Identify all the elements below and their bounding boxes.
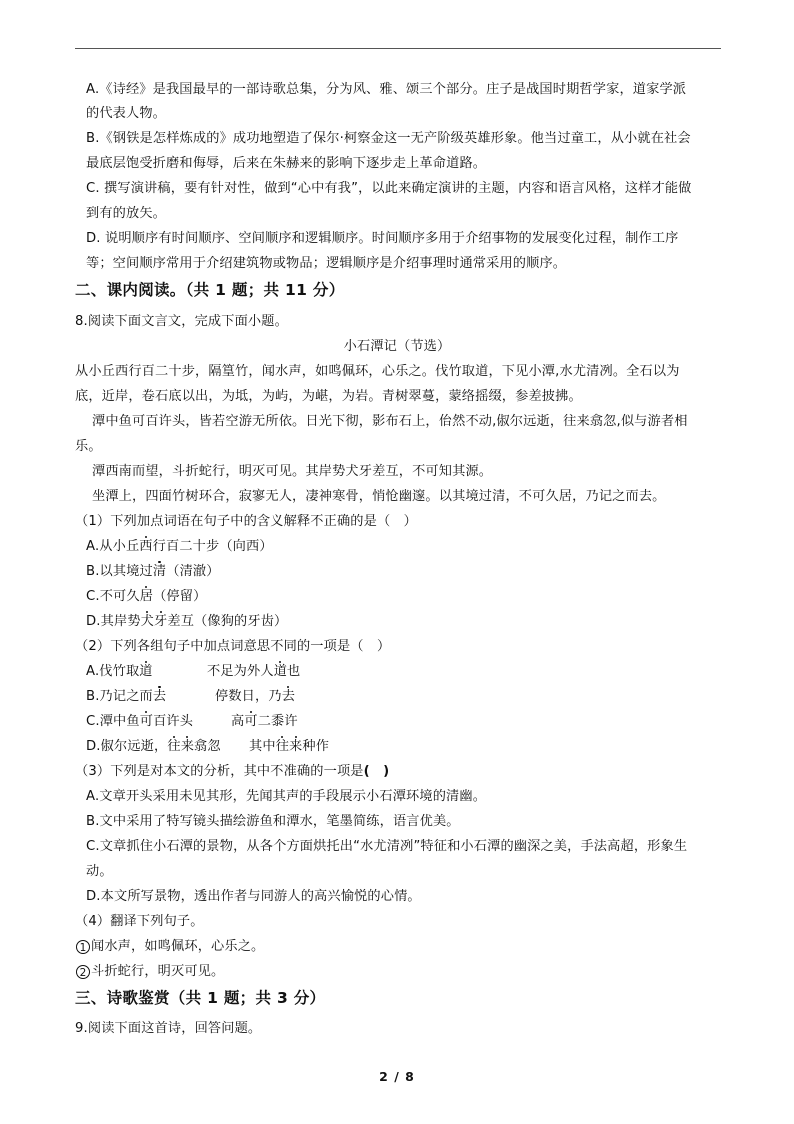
dotted-word: 可: [139, 714, 154, 729]
dotted-word: 道: [273, 664, 288, 679]
sub3-option-c-line2: 动。: [86, 864, 113, 879]
sub3-stem: （3）下列是对本文的分析，其中不准确的一项是( ): [75, 764, 390, 779]
passage-p3: 潭西南而望，斗折蛇行，明灭可见。其岸势犬牙差互，不可知其源。: [92, 464, 493, 479]
sub2-option-b-right: 停数日，乃去: [215, 689, 296, 704]
circled-number-1: 1: [76, 940, 90, 954]
sub1-option-c: C.不可久居（停留）: [86, 589, 207, 604]
question-9-intro: 9.阅读下面这首诗，回答问题。: [75, 1021, 262, 1036]
sub2-option-c-left: C.潭中鱼可百许头: [86, 714, 194, 729]
question-8-intro: 8.阅读下面文言文，完成下面小题。: [75, 314, 288, 329]
option-c-line1: C. 撰写演讲稿，要有针对性，做到“心中有我”，以此来确定演讲的主题，内容和语言风格，这样才能做: [86, 181, 692, 196]
sub2-option-a-left: A.伐竹取道: [86, 664, 153, 679]
sub4-stem: （4）翻译下列句子。: [75, 914, 204, 929]
passage-p2-line2: 乐。: [75, 439, 102, 454]
sub4-sentence-2: 2 斗折蛇行，明灭可见。: [76, 964, 224, 980]
sub1-option-d: D.其岸势犬牙差互（像狗的牙齿）: [86, 614, 288, 629]
passage-p1-line1: 从小丘西行百二十步，隔篁竹，闻水声，如鸣佩环，心乐之。伐竹取道，下见小潭,水尤清冽。全石以为: [75, 364, 680, 379]
dotted-word: 居: [139, 589, 154, 604]
passage-p2-line1: 潭中鱼可百许头，皆若空游无所依。日光下彻，影布石上，佁然不动,俶尔远逝，往来翕忽,似与游者相: [92, 414, 688, 429]
dotted-word: 西: [139, 539, 153, 554]
dotted-word: 清: [152, 564, 167, 579]
dotted-word: 犬: [140, 614, 155, 629]
dotted-word: 来: [289, 739, 303, 754]
sub3-option-c-line1: C.文章抓住小石潭的景物，从各个方面烘托出“水尤清冽”特征和小石潭的幽深之美，手法高超，形象生: [86, 839, 688, 854]
sub2-option-d-right: 其中往来种作: [249, 739, 330, 754]
option-b-line1: B.《钢铁是怎样炼成的》成功地塑造了保尔·柯察金这一无产阶级英雄形象。他当过童工，从小就在社会: [86, 131, 691, 146]
sub2-option-c-right: 高可二黍许: [231, 714, 298, 729]
sub4-sentence-1: 1 闻水声，如鸣佩环，心乐之。: [76, 939, 264, 955]
sub1-option-a: A.从小丘西行百二十步（向西）: [86, 539, 273, 554]
option-d-line2: 等；空间顺序常用于介绍建筑物或物品；逻辑顺序是介绍事理时通常采用的顺序。: [86, 256, 567, 271]
sub3-option-b: B.文中采用了特写镜头描绘游鱼和潭水，笔墨简练，语言优美。: [86, 814, 460, 829]
sub2-option-a-right: 不足为外人道也: [207, 664, 301, 679]
sub2-stem: （2）下列各组句子中加点词意思不同的一项是（ ）: [75, 639, 391, 654]
option-a-line1: A.《诗经》是我国最早的一部诗歌总集，分为风、雅、颂三个部分。庄子是战国时期哲学家，道家学派: [86, 82, 687, 97]
option-a-line2: 的代表人物。: [86, 106, 167, 121]
sub1-stem: （1）下列加点词语在句子中的含义解释不正确的是（ ）: [75, 514, 417, 529]
sub1-option-b: B.以其境过清（清澈）: [86, 564, 220, 579]
passage-p4: 坐潭上，四面竹树环合，寂寥无人，凄神寒骨，悄怆幽邃。以其境过清，不可久居，乃记之而去。: [92, 489, 666, 504]
sub3-option-d: D.本文所写景物，透出作者与同游人的高兴愉悦的心情。: [86, 889, 421, 904]
dotted-word: 可: [244, 714, 258, 729]
option-c-line2: 到有的放矢。: [86, 206, 167, 221]
dotted-word: 去: [281, 689, 296, 704]
passage-title: 小石潭记（节选）: [343, 339, 451, 354]
dotted-word: 往: [275, 739, 290, 754]
sub2-option-b-left: B.乃记之而去: [86, 689, 167, 704]
header-rule: [75, 48, 721, 49]
sub2-option-d-left: D.俶尔远逝，往来翕忽: [86, 739, 221, 754]
page-number: 2 / 8: [379, 1069, 415, 1084]
section-2-heading: 二、课内阅读。（共 1 题；共 11 分）: [75, 281, 345, 299]
passage-p1-line2: 底，近岸，卷石底以出，为坻，为屿，为嵁，为岩。青树翠蔓，蒙络摇缀，参差披拂。: [75, 389, 582, 404]
dotted-word: 牙: [154, 614, 168, 629]
dotted-word: 道: [139, 664, 153, 679]
option-b-line2: 最底层饱受折磨和侮辱，后来在朱赫来的影响下逐步走上革命道路。: [86, 156, 487, 171]
sub3-option-a: A.文章开头采用未见其形，先闻其声的手段展示小石潭环境的清幽。: [86, 789, 487, 804]
dotted-word: 往: [167, 739, 181, 754]
section-3-heading: 三、诗歌鉴赏（共 1 题；共 3 分）: [75, 989, 326, 1007]
dotted-word: 去: [152, 689, 167, 704]
option-d-line1: D. 说明顺序有时间顺序、空间顺序和逻辑顺序。时间顺序多用于介绍事物的发展变化过程，制作工序: [86, 231, 679, 246]
circled-number-2: 2: [76, 965, 90, 979]
dotted-word: 来: [180, 739, 195, 754]
